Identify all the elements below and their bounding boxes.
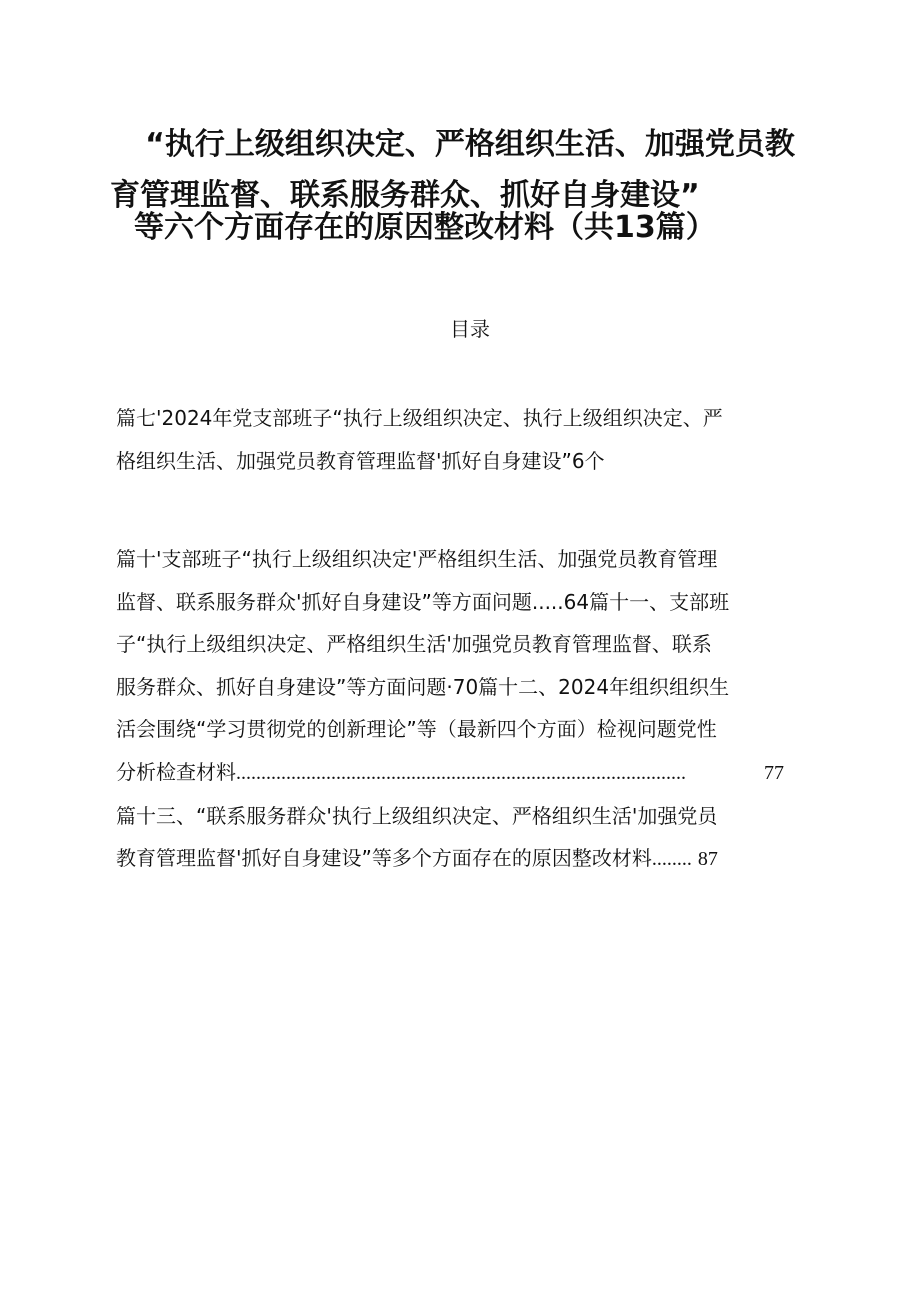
toc-heading: 目录	[450, 317, 490, 341]
toc-page-number: 87	[697, 848, 718, 871]
toc-entry-2-line-6-text: 分析检查材料	[116, 759, 236, 784]
toc-entry-2-line-8	[116, 837, 826, 881]
toc-entry-1-line-1: 篇七'2024年党支部班子“执行上级组织决定、执行上级组织决定、严	[116, 406, 723, 430]
toc-page-number: 77	[764, 761, 784, 784]
document-title-line-2: 育管理监督、联系服务群众、抓好自身建设”	[110, 178, 700, 213]
toc-entry-2-line-8-text: 教育管理监督'抓好自身建设”等多个方面存在的原因整改材料	[116, 846, 652, 871]
toc-entry-1	[116, 397, 826, 482]
document-title-line-1: “执行上级组织决定、严格组织生活、加强党员教	[145, 127, 795, 162]
toc-entry-2-line-2: 监督、联系服务群众'抓好自身建设”等方面问题.....64篇十一、支部班	[116, 589, 730, 614]
toc-entry-2-line-7: 篇十三、“联系服务群众'执行上级组织决定、严格组织生活'加强党员	[116, 803, 718, 828]
toc-leader-dots: ..........................................................................................	[236, 761, 686, 784]
toc-entry-2-line-5: 活会围绕“学习贯彻党的创新理论”等（最新四个方面）检视问题党性	[116, 717, 717, 742]
document-title-line-3: 等六个方面存在的原因整改材料（共13篇）	[134, 210, 716, 245]
toc-entry-1-line-2: 格组织生活、加强党员教育管理监督'抓好自身建设”6个	[116, 448, 605, 473]
toc-leader-dots: ........	[651, 848, 692, 871]
toc-entry-2-line-1: 篇十'支部班子“执行上级组织决定'严格组织生活、加强党员教育管理	[116, 547, 718, 571]
toc-entry-2-line-3: 子“执行上级组织决定、严格组织生活'加强党员教育管理监督、联系	[116, 632, 712, 657]
toc-entry-2-line-6	[116, 751, 826, 795]
toc-entry-2	[116, 538, 826, 881]
toc-entry-2-line-4: 服务群众、抓好自身建设”等方面问题·70篇十二、2024年组织组织生	[116, 674, 730, 699]
